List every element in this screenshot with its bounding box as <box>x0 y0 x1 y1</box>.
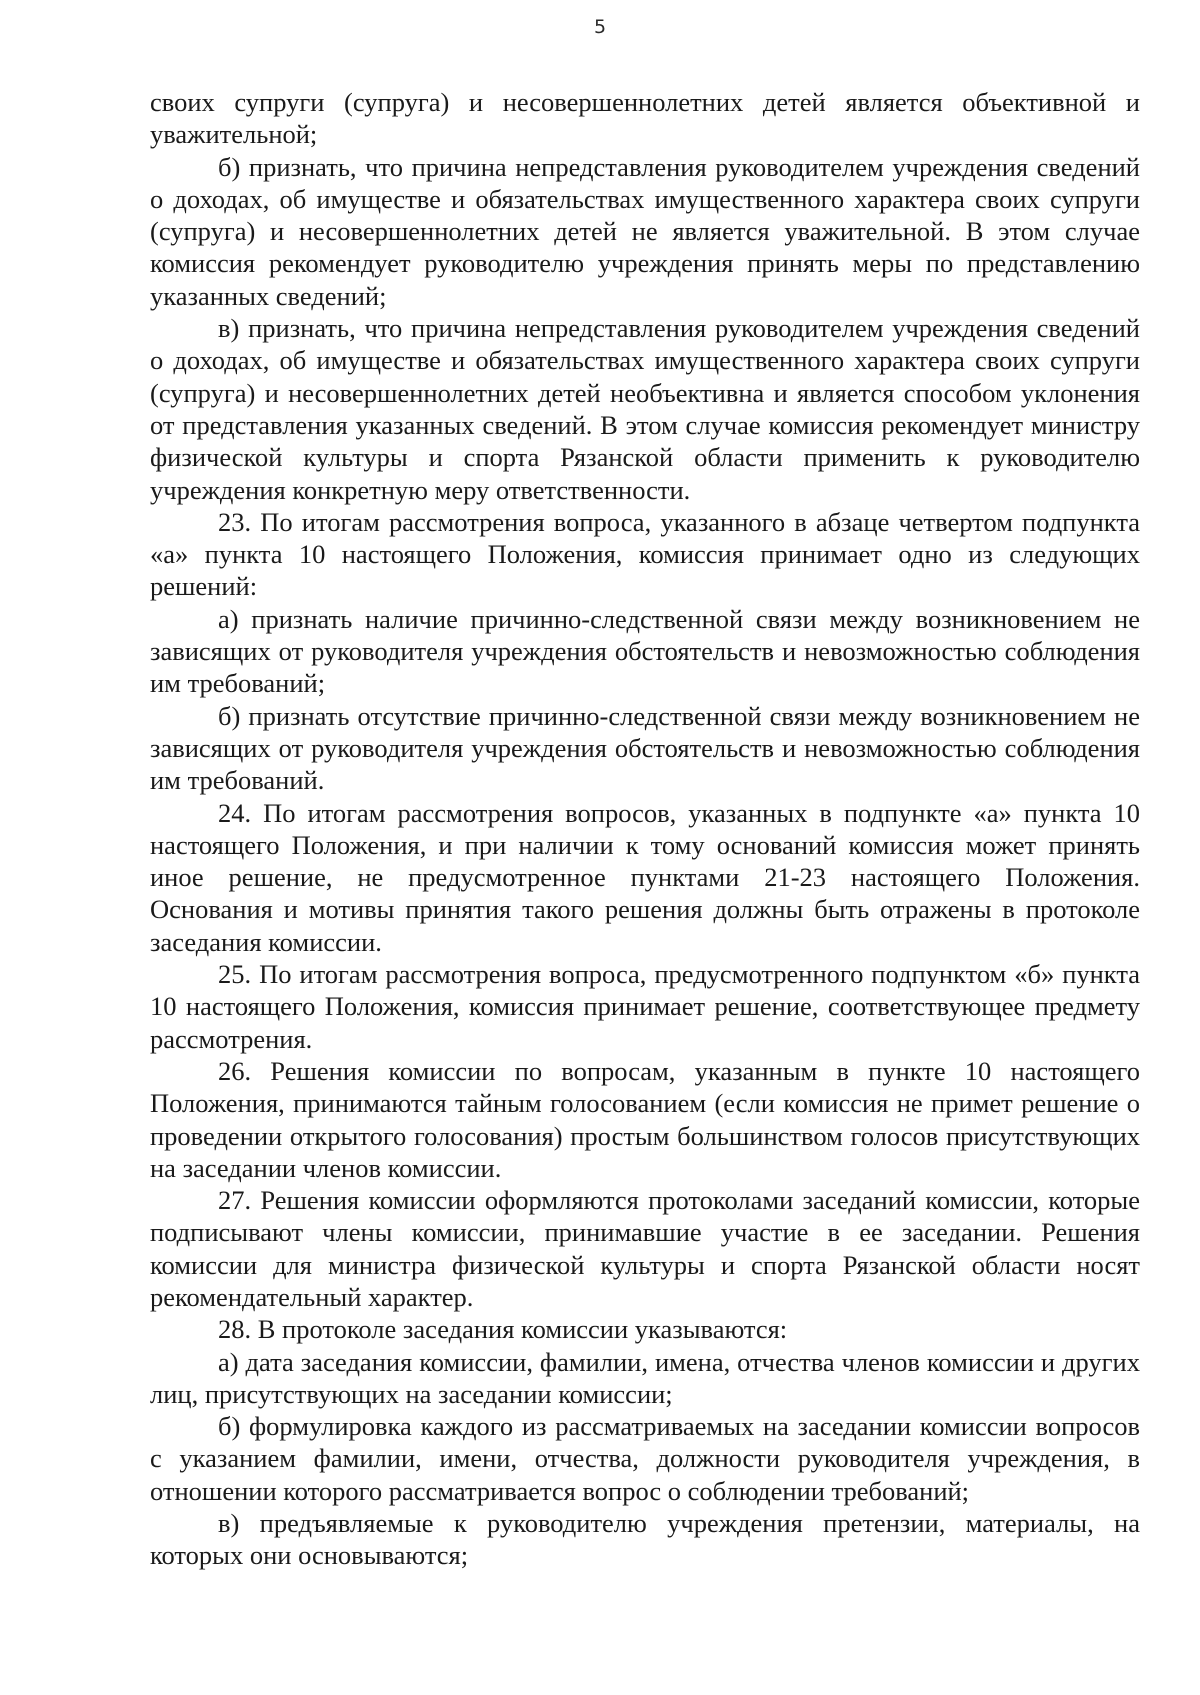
paragraph-27: 27. Решения комиссии оформляются протоколами заседаний комиссии, которые подписывают члены комиссии, принимавшие участие в ее заседании. Решения комиссии для министра физической культуры и спорта Рязанской области носят рекомендательный характер. <box>150 1185 1140 1312</box>
page-number: 5 <box>593 16 607 38</box>
paragraph-22-v: в) признать, что причина непредставления руководителем учреждения сведений о доходах, об имуществе и обязательствах имущественного характера своих супруги (супруга) и несовершеннолетних детей необъективна и является способом уклонения от представления указанных сведений. В этом случае комиссия рекомендует министру физической культуры и спорта Рязанской области применить к руководителю учреждения конкретную меру ответственности. <box>150 313 1140 505</box>
paragraph-25: 25. По итогам рассмотрения вопроса, предусмотренного подпунктом «б» пункта 10 настоящего Положения, комиссия принимает решение, соответствующее предмету рассмотрения. <box>150 959 1140 1054</box>
paragraph-26: 26. Решения комиссии по вопросам, указанным в пункте 10 настоящего Положения, принимаются тайным голосованием (если комиссия не примет решение о проведении открытого голосования) простым большинством голосов присутствующих на заседании членов комиссии. <box>150 1055 1140 1183</box>
paragraph-spouse-objective: своих супруги (супруга) и несовершеннолетних детей является объективной и уважительной; <box>150 87 1140 150</box>
paragraph-23: 23. По итогам рассмотрения вопроса, указанного в абзаце четвертом подпункта «а» пункта 10 настоящего Положения, комиссия принимает одно из следующих решений: <box>150 506 1140 602</box>
paragraph-28-v: в) предъявляемые к руководителю учреждения претензии, материалы, на которых они основываются; <box>150 1508 1140 1571</box>
document-body <box>150 86 1140 1572</box>
paragraph-22-b: б) признать, что причина непредставления руководителем учреждения сведений о доходах, об имуществе и обязательствах имущественного характера своих супруги (супруга) и несовершеннолетних детей не является уважительной. В этом случае комиссия рекомендует руководителю учреждения принять меры по представлению указанных сведений; <box>150 151 1140 311</box>
paragraph-24: 24. По итогам рассмотрения вопросов, указанных в подпункте «а» пункта 10 настоящего Положения, и при наличии к тому оснований комиссия может принять иное решение, не предусмотренное пунктами 21-23 настоящего Положения. Основания и мотивы принятия такого решения должны быть отражены в протоколе заседания комиссии. <box>150 797 1140 957</box>
paragraph-28: 28. В протоколе заседания комиссии указываются: <box>218 1314 788 1345</box>
paragraph-28-b: б) формулировка каждого из рассматриваемых на заседании комиссии вопросов с указанием фамилии, имени, отчества, должности руководителя учреждения, в отношении которого рассматривается вопрос о соблюдении требований; <box>150 1411 1140 1506</box>
paragraph-28-a: а) дата заседания комиссии, фамилии, имена, отчества членов комиссии и других лиц, присутствующих на заседании комиссии; <box>150 1346 1140 1409</box>
paragraph-23-b: б) признать отсутствие причинно-следственной связи между возникновением не зависящих от руководителя учреждения обстоятельств и невозможностью соблюдения им требований. <box>150 700 1140 796</box>
paragraph-23-a: а) признать наличие причинно-следственной связи между возникновением не зависящих от руководителя учреждения обстоятельств и невозможностью соблюдения им требований; <box>150 603 1140 699</box>
